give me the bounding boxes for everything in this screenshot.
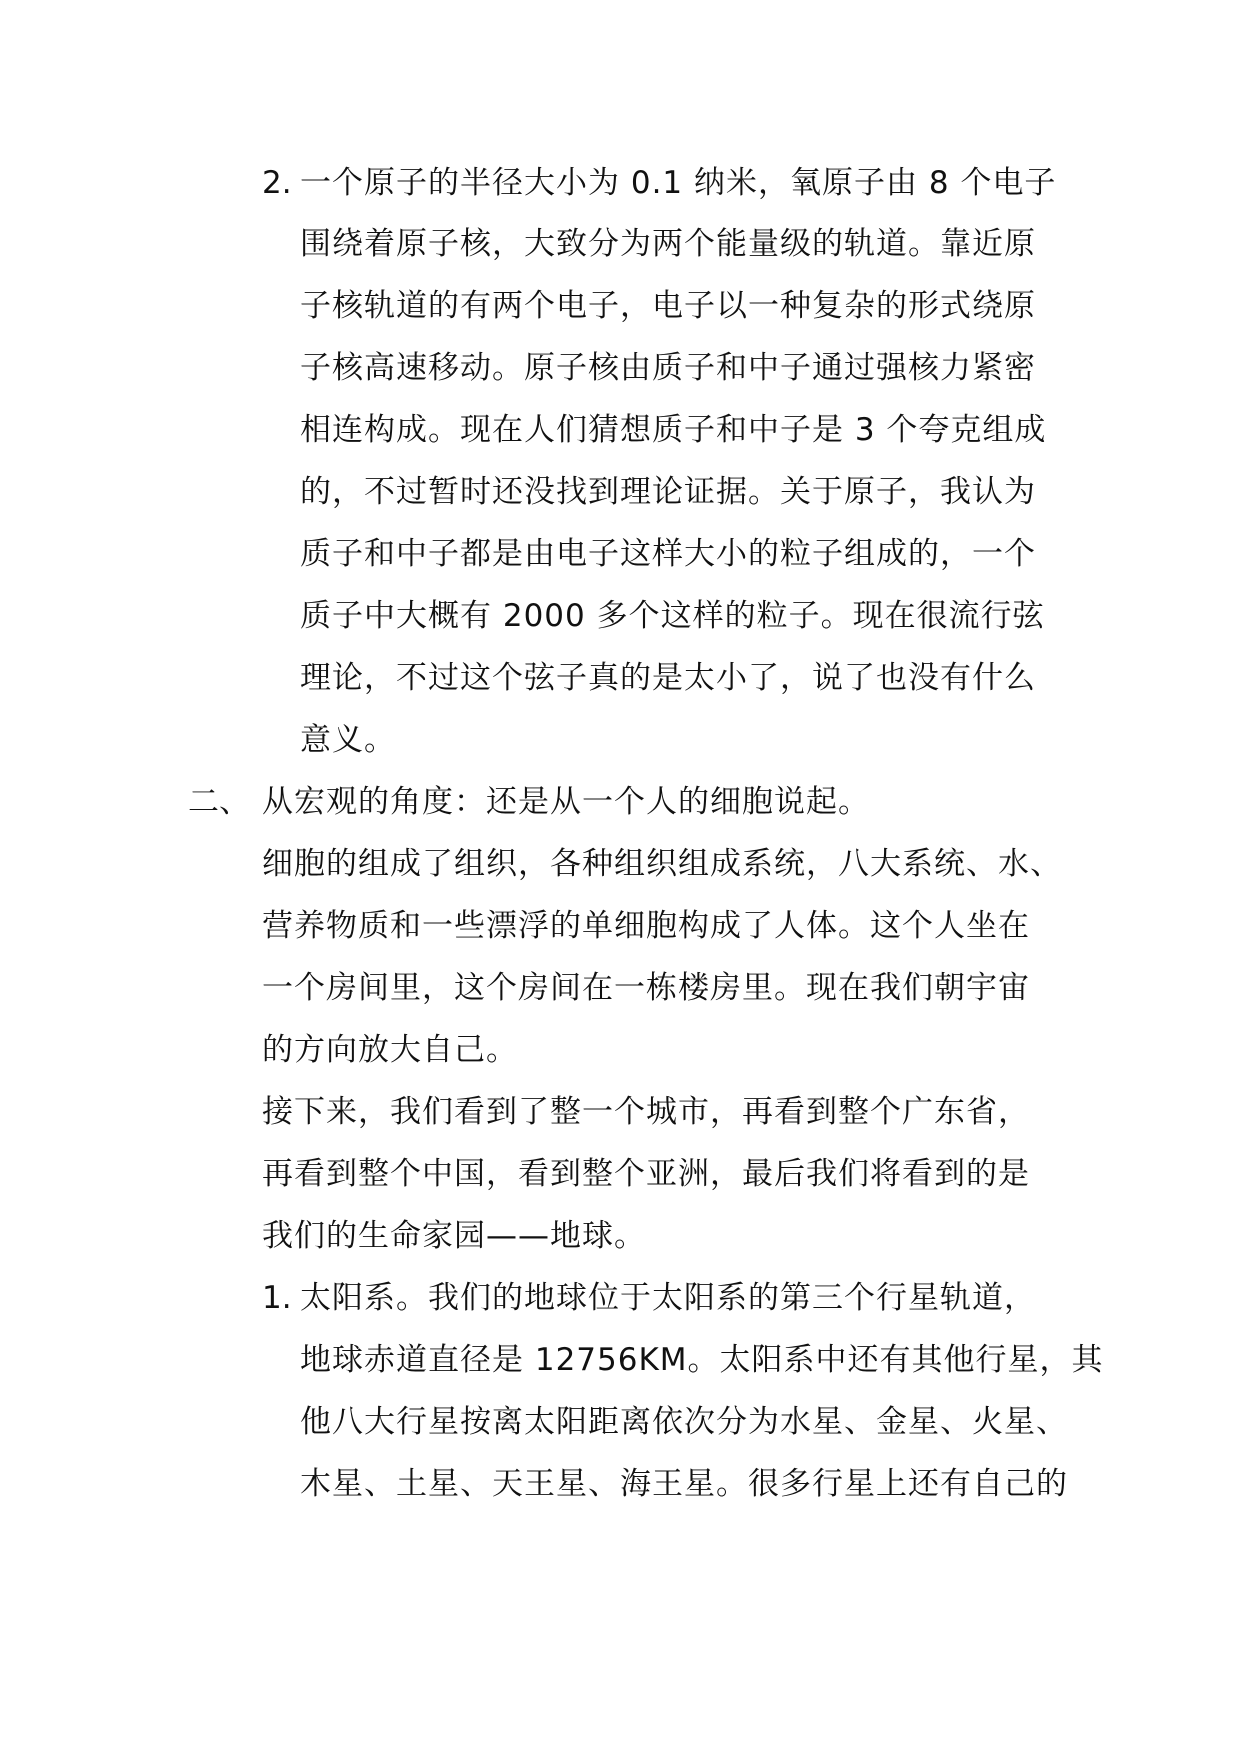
text-line: 意义。 xyxy=(300,722,396,758)
text-line: 的方向放大自己。 xyxy=(262,1032,518,1068)
text-line: 接下来，我们看到了整一个城市，再看到整个广东省， xyxy=(262,1094,1030,1130)
text-line: 子核轨道的有两个电子，电子以一种复杂的形式绕原 xyxy=(300,288,1036,324)
text-line: 他八大行星按离太阳距离依次分为水星、金星、火星、 xyxy=(300,1404,1068,1440)
text-line: 质子中大概有 2000 多个这样的粒子。现在很流行弦 xyxy=(300,598,1045,634)
text-line: 我们的生命家园——地球。 xyxy=(262,1218,646,1254)
text-line: 再看到整个中国，看到整个亚洲，最后我们将看到的是 xyxy=(262,1156,1030,1192)
list-marker-2: 2. xyxy=(262,165,292,201)
text-line: 木星、土星、天王星、海王星。很多行星上还有自己的 xyxy=(300,1466,1068,1502)
text-line: 理论，不过这个弦子真的是太小了，说了也没有什么 xyxy=(300,660,1036,696)
text-line: 地球赤道直径是 12756KM。太阳系中还有其他行星，其 xyxy=(300,1342,1104,1378)
text-line: 太阳系。我们的地球位于太阳系的第三个行星轨道， xyxy=(300,1280,1036,1316)
text-line: 的，不过暂时还没找到理论证据。关于原子，我认为 xyxy=(300,474,1036,510)
text-line: 围绕着原子核，大致分为两个能量级的轨道。靠近原 xyxy=(300,226,1036,262)
text-line: 一个原子的半径大小为 0.1 纳米，氧原子由 8 个电子 xyxy=(300,165,1057,201)
text-line: 质子和中子都是由电子这样大小的粒子组成的，一个 xyxy=(300,536,1036,572)
section-heading: 从宏观的角度：还是从一个人的细胞说起。 xyxy=(262,784,870,820)
list-marker-1: 1. xyxy=(262,1280,292,1316)
section-marker: 二、 xyxy=(188,784,250,820)
text-line: 子核高速移动。原子核由质子和中子通过强核力紧密 xyxy=(300,350,1036,386)
text-line: 相连构成。现在人们猜想质子和中子是 3 个夸克组成 xyxy=(300,412,1047,448)
text-line: 营养物质和一些漂浮的单细胞构成了人体。这个人坐在 xyxy=(262,908,1030,944)
text-line: 一个房间里，这个房间在一栋楼房里。现在我们朝宇宙 xyxy=(262,970,1030,1006)
text-line: 细胞的组成了组织，各种组织组成系统，八大系统、水、 xyxy=(262,846,1062,882)
